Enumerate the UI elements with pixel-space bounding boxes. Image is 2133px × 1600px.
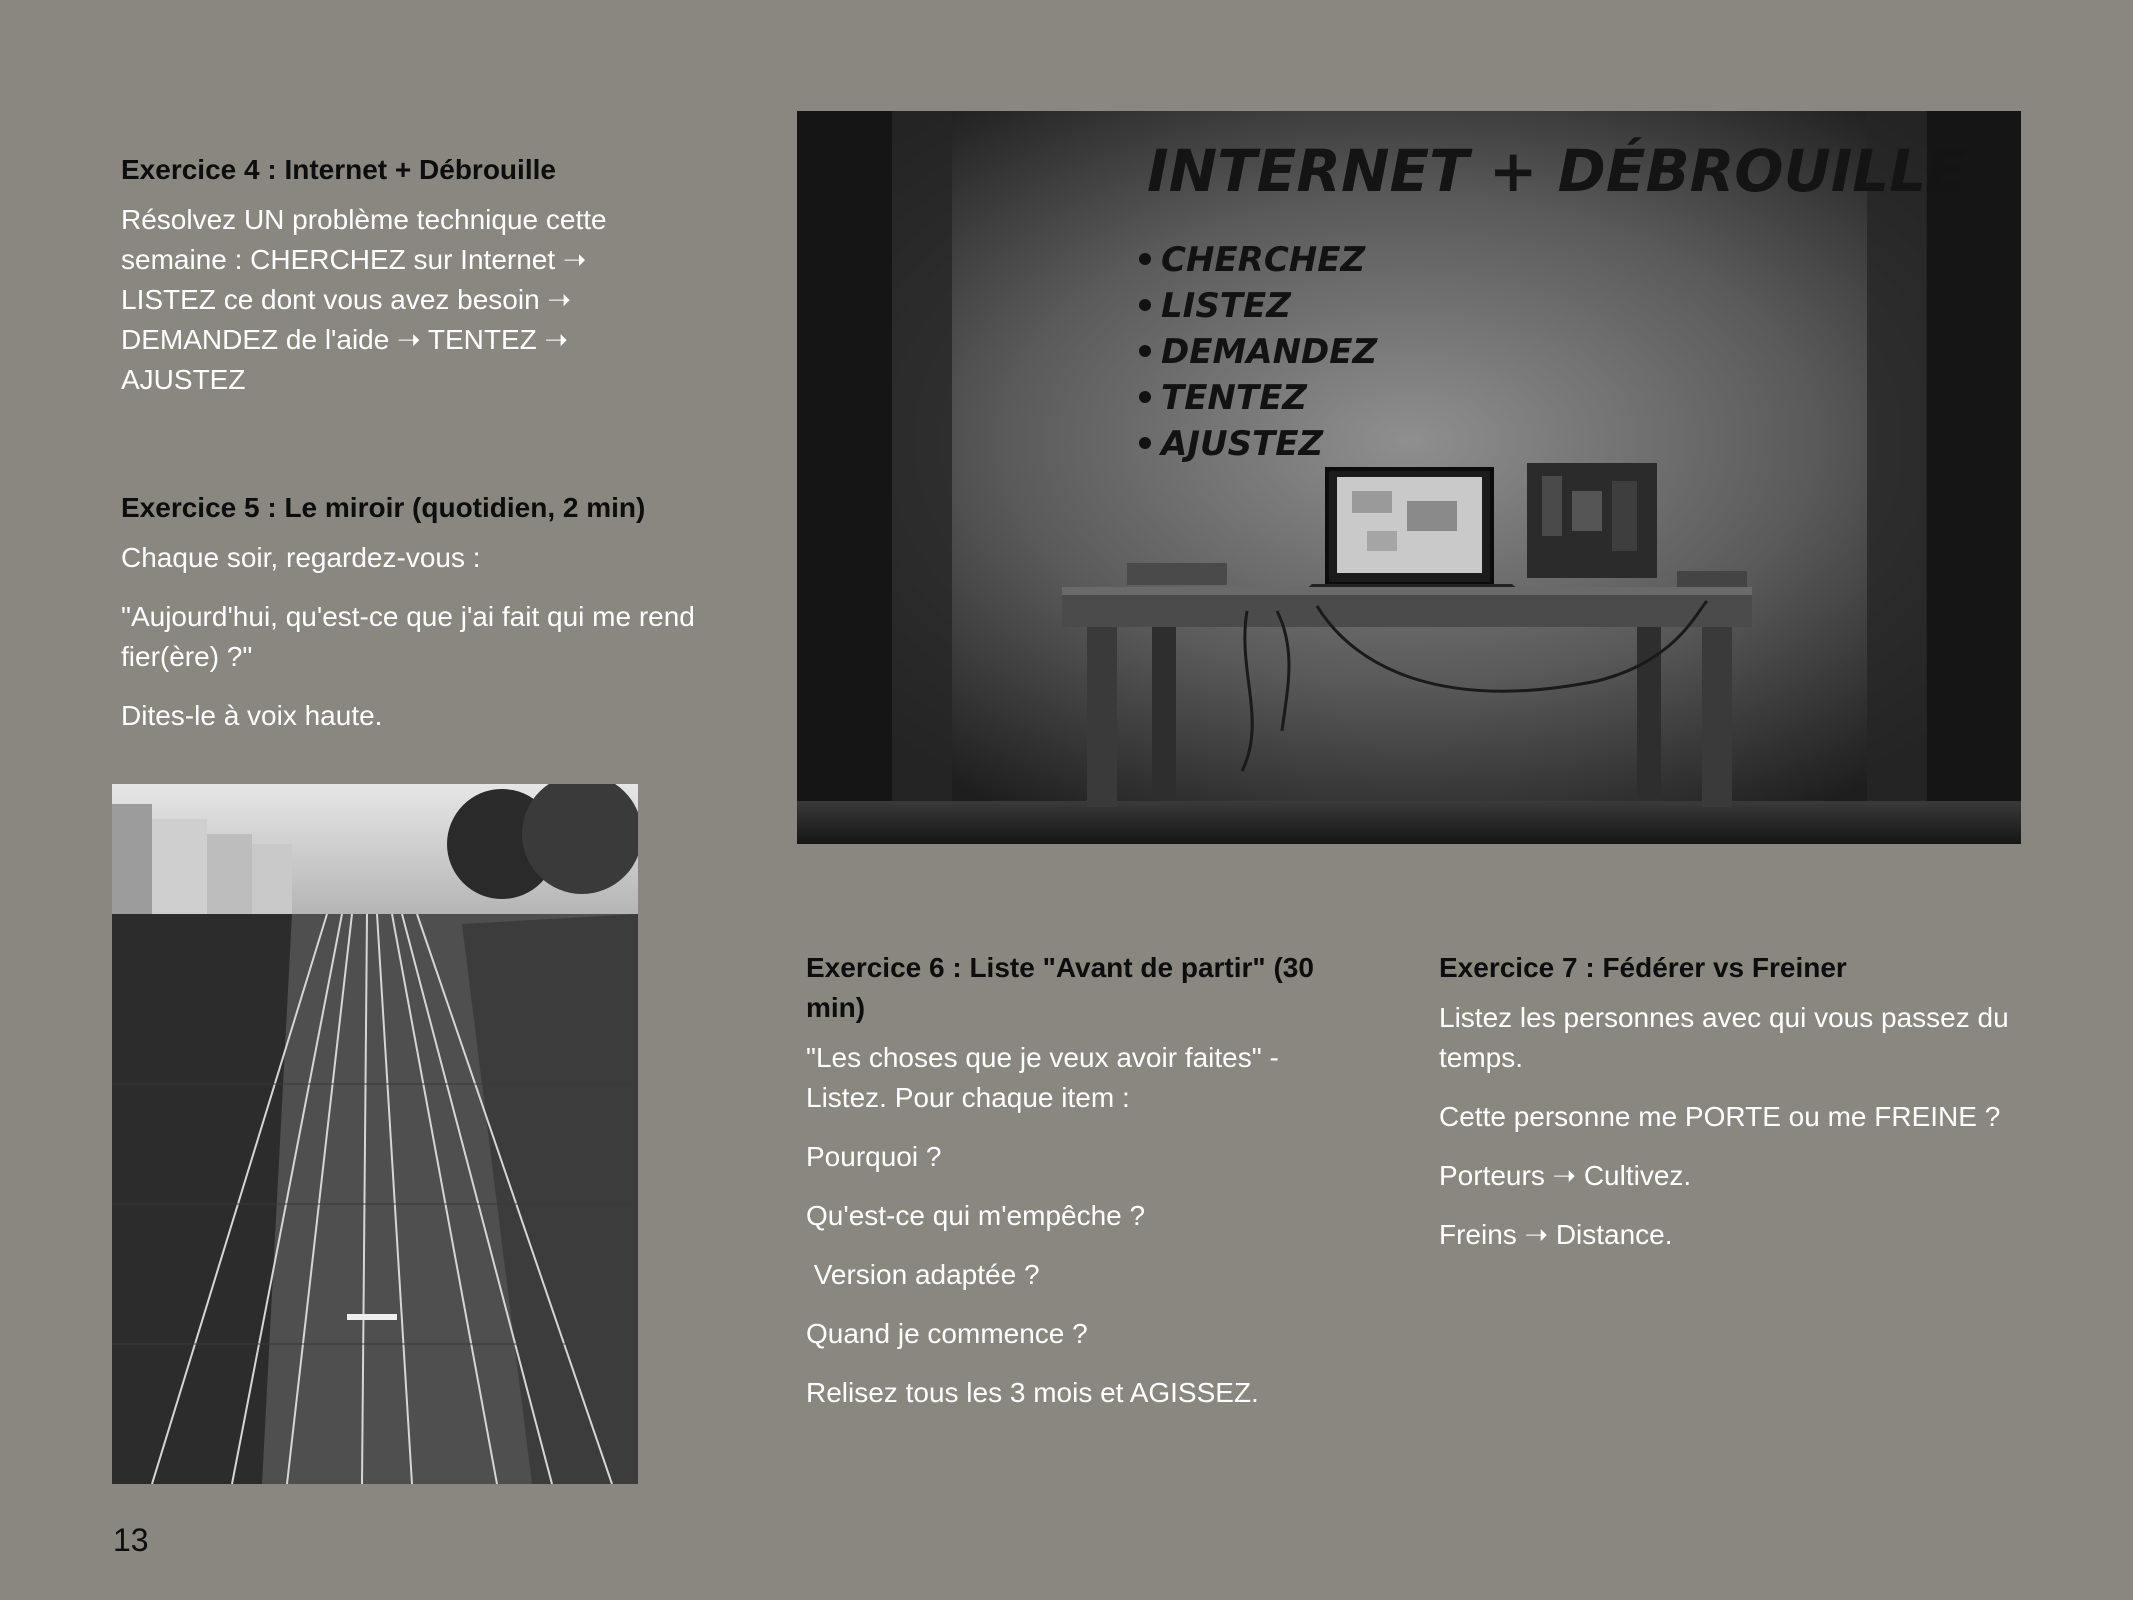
hero-bullet: TENTEZ [1161, 378, 1307, 418]
exercise-7-line: Porteurs ➝ Cultivez. [1439, 1160, 1692, 1191]
hero-bullet: CHERCHEZ [1161, 240, 1366, 280]
exercise-4-text: Résolvez UN problème technique cette semaine : CHERCHEZ sur Internet ➝ LISTEZ ce dont vous avez besoin ➝ DEMANDEZ de l'aide ➝ TENTEZ ➝ AJUSTEZ [121, 204, 607, 395]
exercise-6-title: Exercice 6 : Liste "Avant de partir" (30 min) [806, 952, 1314, 1023]
exercise-7-title: Exercice 7 : Fédérer vs Freiner [1439, 952, 1847, 983]
exercise-6-line: Quand je commence ? [806, 1318, 1088, 1349]
exercise-4 [121, 150, 681, 419]
exercise-5-line: Chaque soir, regardez-vous : [121, 542, 481, 573]
exercise-7-line: Listez les personnes avec qui vous passez du temps. [1439, 1002, 2009, 1073]
exercise-6-line: "Les choses que je veux avoir faites" - Listez. Pour chaque item : [806, 1042, 1279, 1113]
hero-bullet: AJUSTEZ [1161, 424, 1324, 464]
exercise-5-title: Exercice 5 : Le miroir (quotidien, 2 min) [121, 492, 646, 523]
exercise-6-line: Qu'est-ce qui m'empêche ? [806, 1200, 1146, 1231]
exercise-4-title: Exercice 4 : Internet + Débrouille [121, 154, 556, 185]
exercise-6-line: Pourquoi ? [806, 1141, 942, 1172]
exercise-7-line: Freins ➝ Distance. [1439, 1219, 1673, 1250]
hero-image-workbench [797, 111, 2021, 844]
railway-photo [112, 784, 638, 1484]
hero-bullet: LISTEZ [1161, 286, 1291, 326]
page-number: 13 [113, 1522, 149, 1558]
exercise-6-line: Relisez tous les 3 mois et AGISSEZ. [806, 1377, 1259, 1408]
exercise-6-line: Version adaptée ? [806, 1259, 1040, 1290]
exercise-6 [806, 948, 1366, 1432]
exercise-5-line: Dites-le à voix haute. [121, 700, 383, 731]
exercise-7 [1439, 948, 2019, 1274]
hero-title: INTERNET + DÉBROUILLE [1147, 137, 1966, 205]
hero-bullet: DEMANDEZ [1161, 332, 1378, 372]
exercise-7-line: Cette personne me PORTE ou me FREINE ? [1439, 1101, 2001, 1132]
exercise-5-line: "Aujourd'hui, qu'est-ce que j'ai fait qui me rend fier(ère) ?" [121, 601, 695, 672]
exercise-5 [121, 488, 701, 755]
